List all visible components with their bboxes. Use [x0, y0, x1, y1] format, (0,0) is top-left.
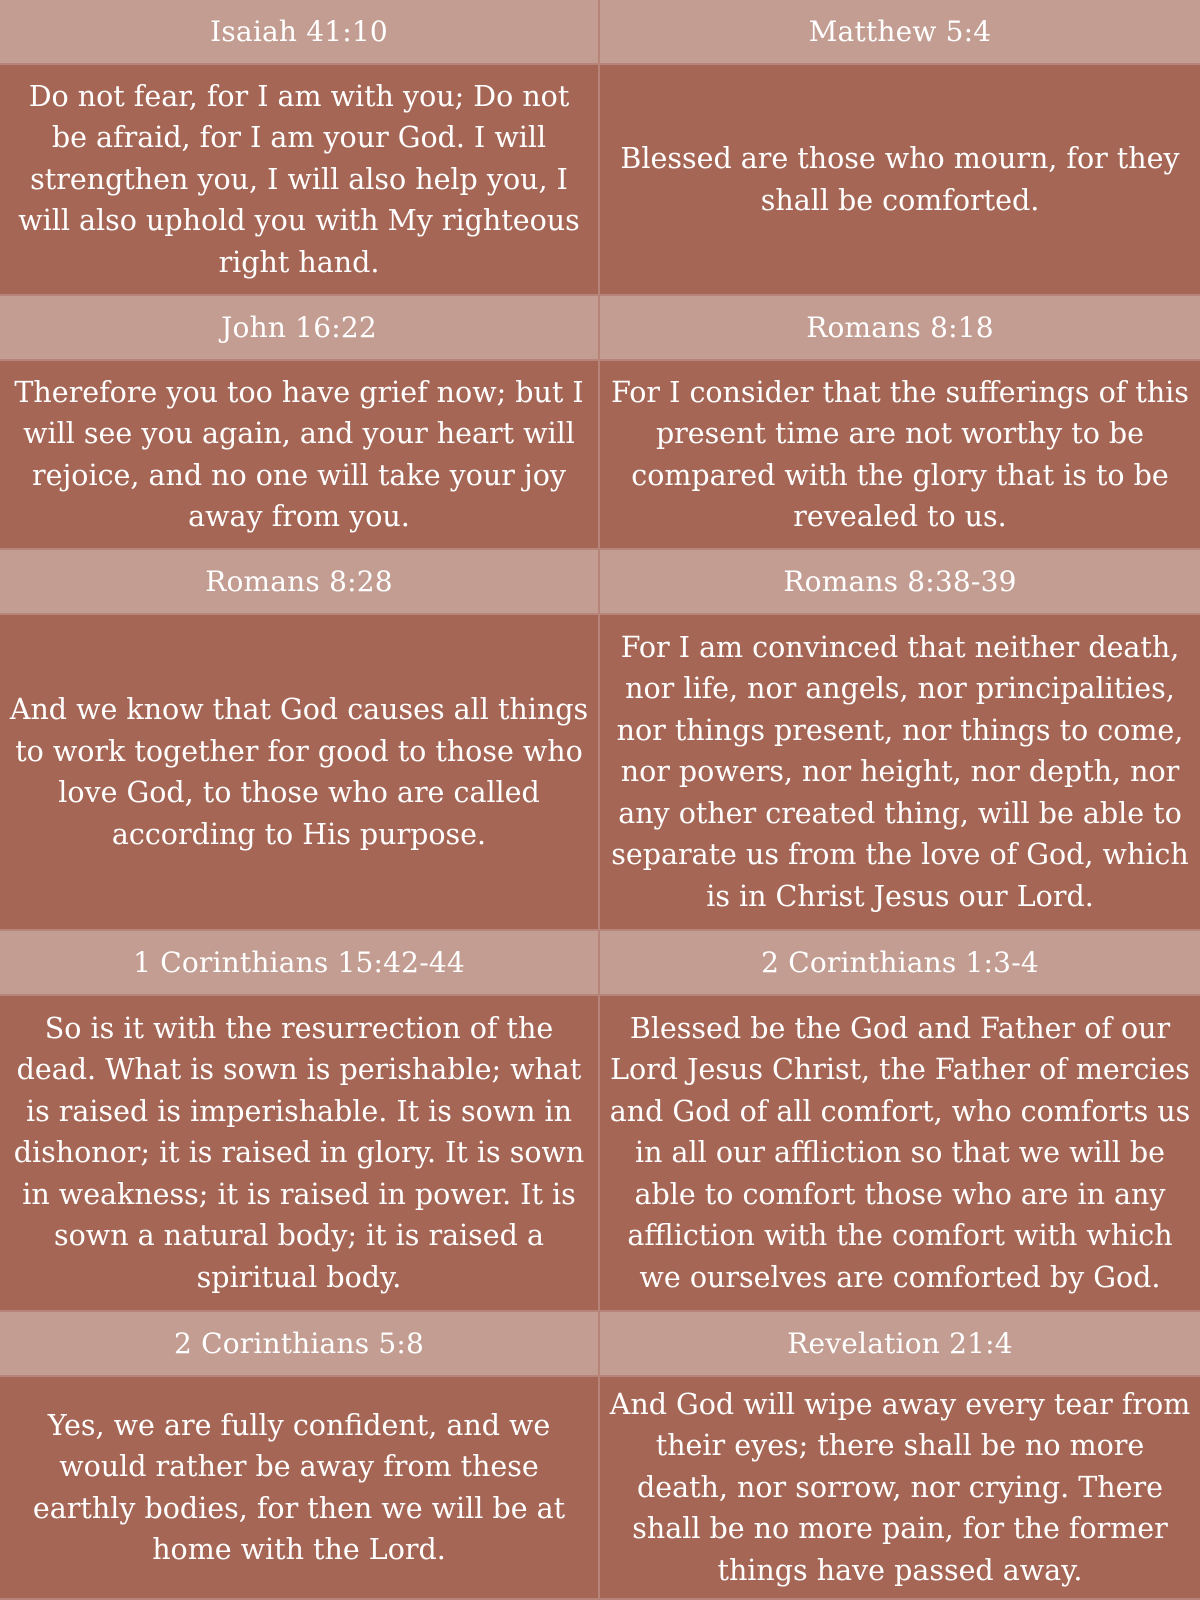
verse-text: Therefore you too have grief now; but I will see you again, and your heart will rejoice, and no one will take your joy away from you. [0, 361, 600, 550]
verse-reference: Isaiah 41:10 [0, 0, 600, 65]
verse-reference: Romans 8:38-39 [600, 550, 1200, 615]
verse-reference: 2 Corinthians 5:8 [0, 1312, 600, 1377]
verse-reference: Revelation 21:4 [600, 1312, 1200, 1377]
verse-reference: 2 Corinthians 1:3-4 [600, 931, 1200, 996]
verse-text: So is it with the resurrection of the dead. What is sown is perishable; what is raised is imperishable. It is sown in dishonor; it is raised in glory. It is sown in weakness; it is raised in power. It is sown a natural body; it is raised a spiritual body. [0, 996, 600, 1312]
verse-reference: Romans 8:18 [600, 296, 1200, 361]
verse-reference: 1 Corinthians 15:42-44 [0, 931, 600, 996]
verse-reference: John 16:22 [0, 296, 600, 361]
verse-text: And God will wipe away every tear from their eyes; there shall be no more death, nor sorrow, nor crying. There shall be no more pain, for the former things have passed away. [600, 1377, 1200, 1600]
verse-text: For I consider that the sufferings of this present time are not worthy to be compared with the glory that is to be revealed to us. [600, 361, 1200, 550]
verse-reference: Romans 8:28 [0, 550, 600, 615]
verse-text: For I am convinced that neither death, nor life, nor angels, nor principalities, nor things present, nor things to come, nor powers, nor height, nor depth, nor any other created thing, will be able to separate us from the love of God, which is in Christ Jesus our Lord. [600, 615, 1200, 931]
verse-reference: Matthew 5:4 [600, 0, 1200, 65]
verse-text: And we know that God causes all things to work together for good to those who love God, to those who are called according to His purpose. [0, 615, 600, 931]
verse-text: Yes, we are fully confident, and we would rather be away from these earthly bodies, for then we will be at home with the Lord. [0, 1377, 600, 1600]
verse-text: Blessed be the God and Father of our Lord Jesus Christ, the Father of mercies and God of all comfort, who comforts us in all our affliction so that we will be able to comfort those who are in any affliction with the comfort with which we ourselves are comforted by God. [600, 996, 1200, 1312]
verse-text: Blessed are those who mourn, for they shall be comforted. [600, 65, 1200, 296]
verse-text: Do not fear, for I am with you; Do not be afraid, for I am your God. I will strengthen you, I will also help you, I will also uphold you with My righteous right hand. [0, 65, 600, 296]
